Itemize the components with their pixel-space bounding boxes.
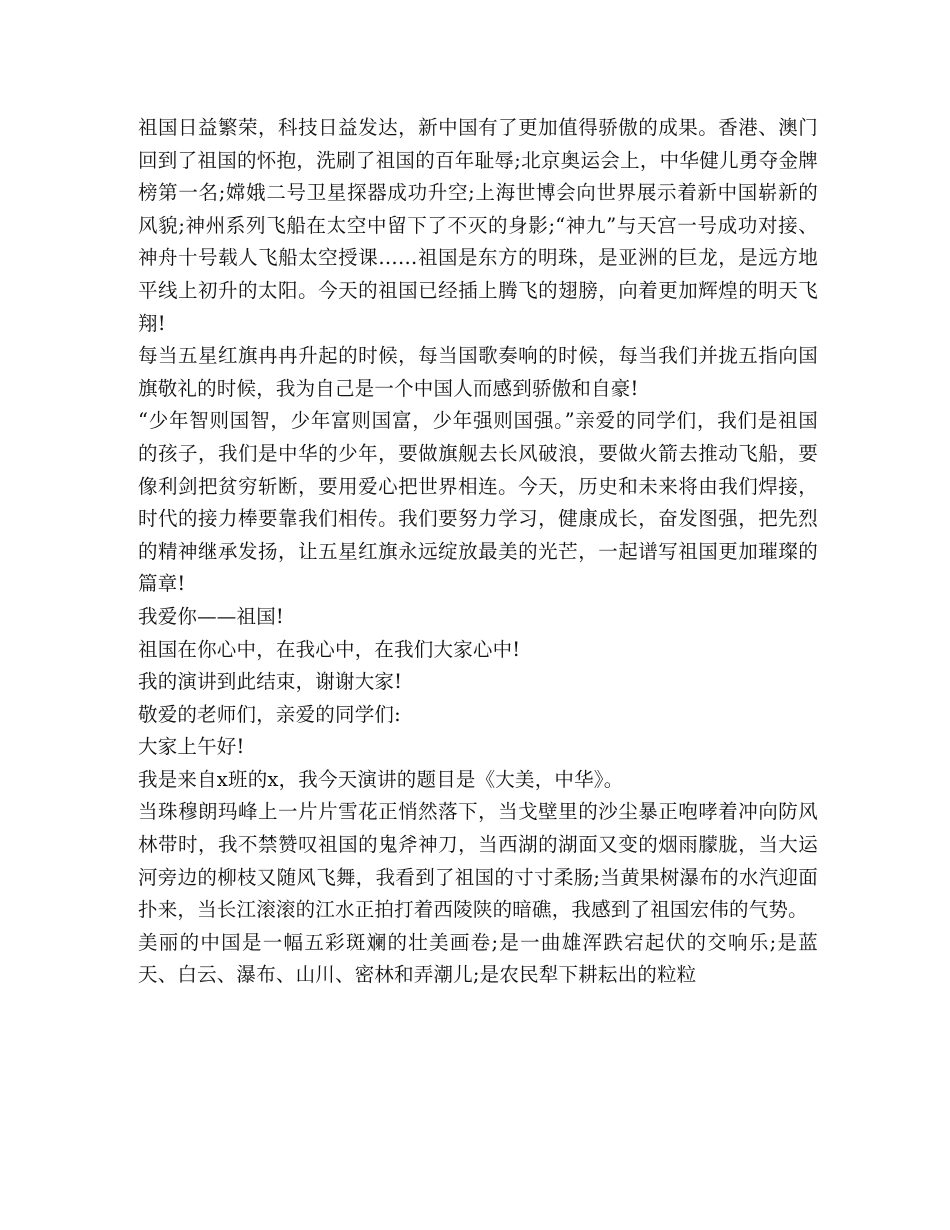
paragraph-speech-title: 我是来自x班的x，我今天演讲的题目是《大美，中华》。 bbox=[138, 767, 624, 791]
document-page bbox=[138, 112, 818, 992]
paragraph-salutation: 敬爱的老师们，亲爱的同学们: bbox=[138, 702, 401, 726]
paragraph-love-motherland: 我爱你——祖国! bbox=[138, 604, 284, 628]
paragraph-flag-salute: 每当五星红旗冉冉升起的时候，每当国歌奏响的时候，每当我们并拢五指向国旗敬礼的时候，我为自己是一个中国人而感到骄傲和自豪! bbox=[138, 344, 818, 400]
paragraph-youth-call: “少年智则国智，少年富则国富，少年强则国强。”亲爱的同学们，我们是祖国的孩子，我们是中华的少年，要做旗舰去长风破浪，要做火箭去推动飞船，要像利剑把贫穷斩断，要用爱心把世界相连。今天，历史和未来将由我们焊接，时代的接力棒要靠我们相传。我们要努力学习，健康成长，奋发图强，把先烈的精神继承发扬，让五星红旗永远绽放最美的光芒，一起谱写祖国更加璀璨的篇章! bbox=[138, 409, 818, 596]
paragraph-scenery: 当珠穆朗玛峰上一片片雪花正悄然落下，当戈壁里的沙尘暴正咆哮着冲向防风林带时，我不禁赞叹祖国的鬼斧神刀，当西湖的湖面又变的烟雨朦胧，当大运河旁边的柳枝又随风飞舞，我看到了祖国的寸寸柔肠;当黄果树瀑布的水汽迎面扑来，当长江滚滚的江水正拍打着西陵陕的暗礁，我感到了祖国宏伟的气势。 bbox=[138, 800, 818, 922]
paragraph-speech-end: 我的演讲到此结束，谢谢大家! bbox=[138, 670, 403, 694]
paragraph-beautiful-china: 美丽的中国是一幅五彩斑斓的壮美画卷;是一曲雄浑跌宕起伏的交响乐;是蓝天、白云、瀑布、山川、密林和弄潮儿;是农民犁下耕耘出的粒粒 bbox=[138, 930, 818, 987]
paragraph-achievements: 祖国日益繁荣，科技日益发达，新中国有了更加值得骄傲的成果。香港、澳门回到了祖国的怀抱，洗刷了祖国的百年耻辱;北京奥运会上，中华健儿勇夺金牌榜第一名;嫦娥二号卫星探器成功升空;上海世博会向世界展示着新中国崭新的风貌;神州系列飞船在太空中留下了不灭的身影;“神九”与天宫一号成功对接、神舟十号载人飞船太空授课……祖国是东方的明珠，是亚洲的巨龙，是远方地平线上初升的太阳。今天的祖国已经插上腾飞的翅膀，向着更加辉煌的明天飞翔! bbox=[138, 116, 818, 335]
paragraph-in-hearts: 祖国在你心中，在我心中，在我们大家心中! bbox=[138, 637, 521, 661]
paragraph-greeting: 大家上午好! bbox=[138, 735, 245, 759]
